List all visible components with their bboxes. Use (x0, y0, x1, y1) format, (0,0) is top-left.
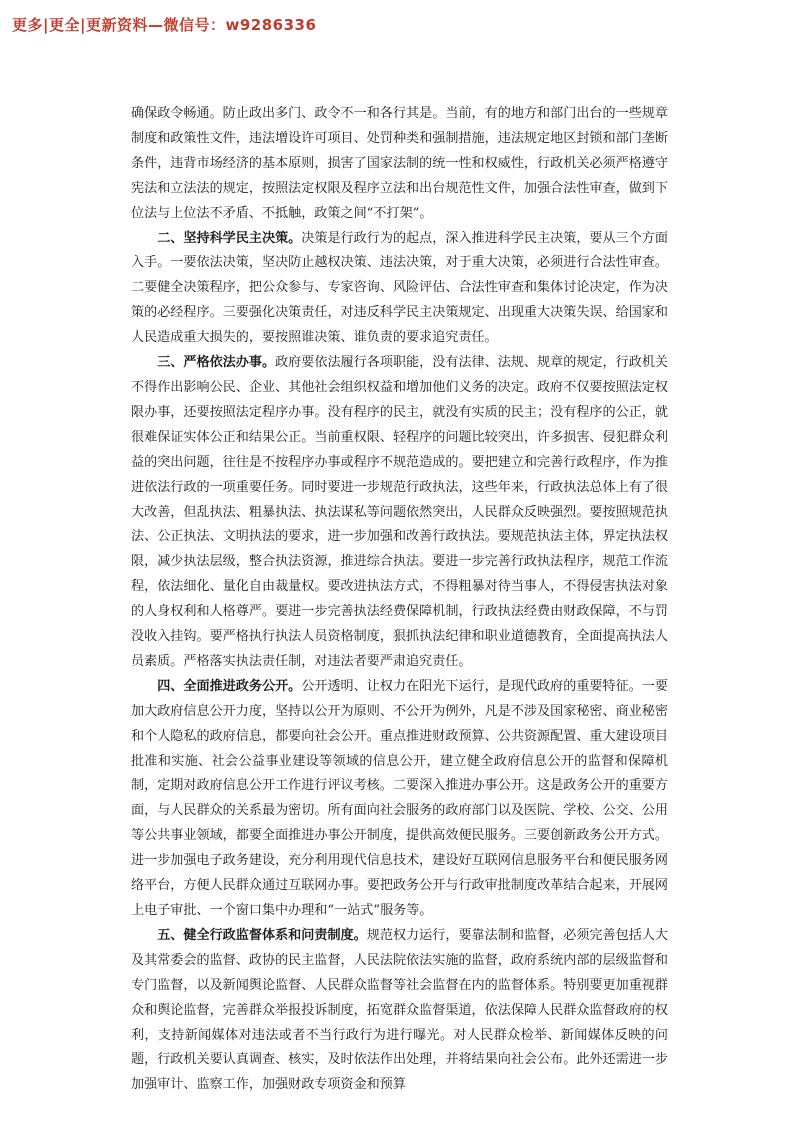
paragraph-scientific-decision (131, 227, 668, 352)
section-heading-4: 四、全面推进政务公开。 (157, 678, 302, 694)
paragraph-lawful-administration (131, 351, 668, 675)
paragraph-supervision-accountability (131, 924, 668, 1098)
section-heading-2: 二、坚持科学民主决策。 (157, 230, 302, 246)
paragraph-text: 政府要依法履行各项职能，没有法律、法规、规章的规定，行政机关不得作出影响公民、企业、其他社会组织权益和增加他们义务的决定。政府不仅要按照法定权限办事，还要按照法定程序办事。没有程序的民主，就没有实质的民主；没有程序的公正，就很难保证实体公正和结果公正。当前重权限、轻程序的问题比较突出，许多损害、侵犯群众利益的突出问题，往往是不按程序办事或程序不规范造成的。要把建立和完善行政程序，作为推进依法行政的一项重要任务。同时要进一步规范行政执法，这些年来，行政执法总体上有了很大改善，但乱执法、粗暴执法、执法谋私等问题依然突出，人民群众反映强烈。要按照规范执法、公正执法、文明执法的要求，进一步加强和改善行政执法。要规范执法主体，界定执法权限，减少执法层级，整合执法资源，推进综合执法。要进一步完善行政执法程序，规范工作流程，依法细化、量化自由裁量权。要改进执法方式，不得粗暴对待当事人，不得侵害执法对象的人身权利和人格尊严。要进一步完善执法经费保障机制，行政执法经费由财政保障，不与罚没收入挂钩。要严格执行执法人员资格制度，狠抓执法纪律和职业道德教育，全面提高执法人员素质。严格落实执法责任制，对违法者要严肃追究责任。 (131, 355, 669, 669)
section-heading-5: 五、健全行政监督体系和问责制度。 (157, 927, 367, 943)
wechat-watermark: 更多|更全|更新资料—微信号：w9286336 (12, 16, 317, 34)
paragraph-text: 规范权力运行，要靠法制和监督，必须完善包括人大及其常委会的监督、政协的民主监督，人民法院依法实施的监督，政府系统内部的层级监督和专门监督，以及新闻舆论监督、人民群众监督等社会监督在内的监督体系。特别要更加重视群众和舆论监督，完善群众举报投诉制度，拓宽群众监督渠道，依法保障人民群众监督政府的权利，支持新闻媒体对违法或者不当行政行为进行曝光。对人民群众检举、新闻媒体反映的问题，行政机关要认真调查、核实，及时依法作出处理，并将结果向社会公布。此外还需进一步加强审计、监察工作，加强财政专项资金和预算 (131, 927, 669, 1093)
paragraph-government-transparency (131, 675, 668, 924)
paragraph-text: 决策是行政行为的起点，深入推进科学民主决策，要从三个方面入手。一要依法决策，坚决防止越权决策、违法决策，对于重大决策，必须进行合法性审查。二要健全决策程序，把公众参与、专家咨询、风险评估、合法性审查和集体讨论决定，作为决策的必经程序。三要强化决策责任，对违反科学民主决策规定、出现重大决策失误、给国家和人民造成重大损失的，要按照谁决策、谁负责的要求追究责任。 (131, 230, 669, 346)
paragraph-text: 确保政令畅通。防止政出多门、政令不一和各行其是。当前，有的地方和部门出台的一些规章制度和政策性文件，违法增设许可项目、处罚种类和强制措施，违法规定地区封锁和部门垄断条件，违背市场经济的基本原则，损害了国家法制的统一性和权威性，行政机关必须严格遵守宪法和立法法的规定，按照法定权限及程序立法和出台规范性文件，加强合法性审查，做到下位法与上位法不矛盾、不抵触，政策之间“不打架”。 (131, 106, 668, 221)
section-heading-3: 三、严格依法办事。 (157, 355, 276, 371)
paragraph-text: 公开透明、让权力在阳光下运行，是现代政府的重要特征。一要加大政府信息公开力度，坚持以公开为原则、不公开为例外，凡是不涉及国家秘密、商业秘密和个人隐私的政府信息，都要向社会公开。重点推进财政预算、公共资源配置、重大建设项目批准和实施、社会公益事业建设等领域的信息公开，建立健全政府信息公开的监督和保障机制，定期对政府信息公开工作进行评议考核。二要深入推进办事公开。这是政务公开的重要方面，与人民群众的关系最为密切。所有面向社会服务的政府部门以及医院、学校、公交、公用等公共事业领域，都要全面推进办事公开制度，提供高效便民服务。三要创新政务公开方式。进一步加强电子政务建设，充分利用现代信息技术，建设好互联网信息服务平台和便民服务网络平台，方便人民群众通过互联网办事。要把政务公开与行政审批制度改革结合起来，开展网上电子审批、一个窗口集中办理和“一站式”服务等。 (131, 678, 669, 918)
paragraph-intro-continuation (131, 102, 668, 227)
document-body (131, 102, 668, 1098)
